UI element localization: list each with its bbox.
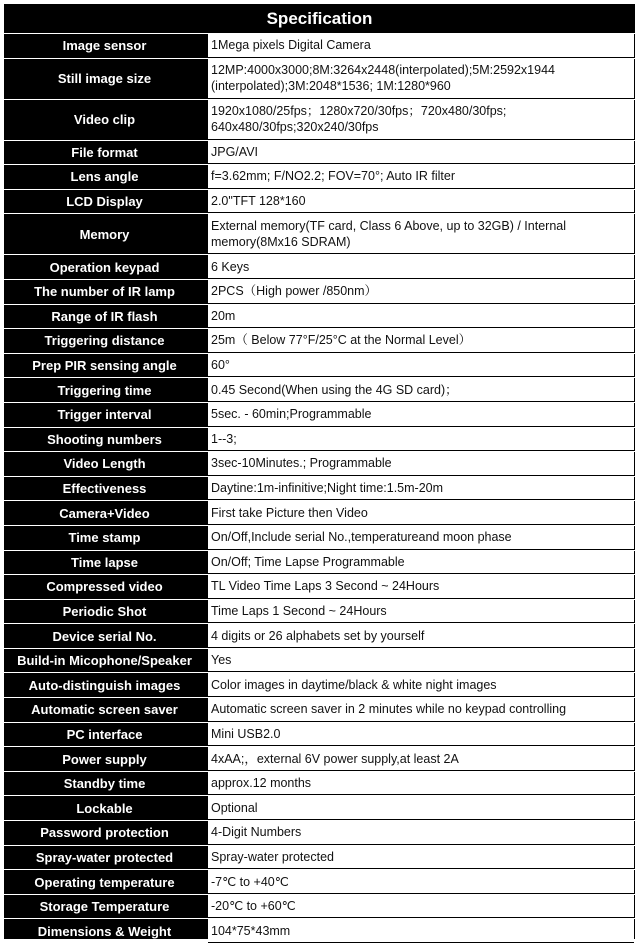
table-title: Specification — [266, 9, 373, 28]
spec-value: 2.0"TFT 128*160 — [208, 190, 634, 214]
spec-value: Optional — [208, 796, 634, 820]
table-row — [4, 623, 635, 648]
table-row — [4, 795, 635, 820]
spec-value: Daytine:1m-infinitive;Night time:1.5m-20m — [208, 477, 634, 501]
spec-label: Still image size — [57, 71, 152, 87]
table-row — [4, 869, 635, 894]
spec-value: 104*75*43mm — [208, 919, 634, 943]
spec-label: Time stamp — [68, 530, 141, 546]
spec-value: 1Mega pixels Digital Camera — [208, 34, 634, 58]
spec-value: First take Picture then Video — [208, 501, 634, 525]
spec-value: 2PCS（High power /850nm） — [208, 280, 634, 304]
spec-value: 4xAA;，external 6V power supply,at least 2A — [208, 747, 634, 771]
spec-label: Image sensor — [62, 38, 147, 54]
spec-label: Automatic screen saver — [31, 702, 178, 718]
table-row — [4, 476, 635, 501]
table-row — [4, 599, 635, 624]
table-row — [4, 279, 635, 304]
spec-value: 1--3; — [208, 428, 634, 452]
table-row — [4, 722, 635, 747]
spec-label: Video Length — [63, 456, 146, 472]
spec-value: On/Off,Include serial No.,temperatureand moon phase — [208, 526, 634, 550]
spec-value: Color images in daytime/black & white night images — [208, 673, 634, 697]
specification-table — [4, 4, 635, 939]
table-row — [4, 140, 635, 165]
spec-label: Shooting numbers — [47, 431, 162, 447]
spec-label: Spray-water protected — [35, 849, 174, 865]
spec-value: 0.45 Second(When using the 4G SD card)； — [208, 378, 634, 402]
spec-label: Triggering distance — [44, 333, 165, 349]
spec-label: Lens angle — [70, 169, 139, 185]
spec-label: Range of IR flash — [51, 308, 158, 324]
table-row — [4, 99, 635, 140]
table-row — [4, 500, 635, 525]
spec-label: File format — [71, 144, 138, 160]
spec-value: 12MP:4000x3000;8M:3264x2448(interpolated);5M:2592x1944 (interpolated);3M:2048*1536; 1M:1280*960 — [208, 59, 634, 99]
table-row — [4, 845, 635, 870]
table-row — [4, 820, 635, 845]
table-row — [4, 451, 635, 476]
spec-value: -7℃ to +40℃ — [208, 870, 634, 894]
spec-label: Lockable — [76, 800, 133, 816]
table-row — [4, 672, 635, 697]
table-row — [4, 894, 635, 919]
spec-label: Storage Temperature — [39, 899, 170, 915]
table-row — [4, 746, 635, 771]
spec-label: Device serial No. — [52, 628, 157, 644]
spec-value: On/Off; Time Lapse Programmable — [208, 551, 634, 575]
spec-label: Compressed video — [46, 579, 163, 595]
table-row — [4, 525, 635, 550]
spec-value: 5sec. - 60min;Programmable — [208, 403, 634, 427]
spec-label: PC interface — [66, 726, 143, 742]
table-row — [4, 648, 635, 673]
table-row — [4, 58, 635, 99]
table-row — [4, 33, 635, 58]
spec-label: Auto-distinguish images — [28, 677, 181, 693]
spec-label: Trigger interval — [57, 407, 152, 423]
spec-label: Triggering time — [57, 382, 152, 398]
spec-label: LCD Display — [66, 194, 143, 210]
spec-label: The number of IR lamp — [34, 284, 175, 300]
table-row — [4, 771, 635, 796]
spec-value: 4-Digit Numbers — [208, 821, 634, 845]
spec-label: Password protection — [40, 825, 169, 841]
spec-value: Spray-water protected — [208, 846, 634, 870]
table-row — [4, 353, 635, 378]
table-row — [4, 427, 635, 452]
spec-label: Periodic Shot — [62, 603, 147, 619]
spec-value: approx.12 months — [208, 772, 634, 796]
spec-value: 1920x1080/25fps；1280x720/30fps；720x480/30fps; 640x480/30fps;320x240/30fps — [208, 100, 634, 140]
table-row — [4, 574, 635, 599]
table-row — [4, 304, 635, 329]
spec-label: Power supply — [62, 751, 147, 767]
spec-value: JPG/AVI — [208, 141, 634, 165]
spec-value: 20m — [208, 305, 634, 329]
spec-value: -20℃ to +60℃ — [208, 895, 634, 919]
spec-label: Video clip — [73, 112, 136, 128]
table-row — [4, 189, 635, 214]
spec-label: Dimensions & Weight — [37, 923, 172, 939]
spec-value: Automatic screen saver in 2 minutes while no keypad controlling — [208, 698, 634, 722]
table-row — [4, 164, 635, 189]
spec-value: External memory(TF card, Class 6 Above, up to 32GB) / Internal memory(8Mx16 SDRAM) — [208, 214, 634, 254]
table-row — [4, 550, 635, 575]
spec-value: Mini USB2.0 — [208, 723, 634, 747]
spec-label: Time lapse — [71, 554, 138, 570]
spec-value: 3sec-10Minutes.; Programmable — [208, 452, 634, 476]
spec-label: Effectiveness — [62, 481, 147, 497]
table-row — [4, 213, 635, 254]
spec-value: 60° — [208, 354, 634, 378]
spec-label: Prep PIR sensing angle — [32, 358, 177, 374]
table-row — [4, 402, 635, 427]
table-row — [4, 377, 635, 402]
spec-label: Standby time — [63, 776, 146, 792]
spec-value: 4 digits or 26 alphabets set by yourself — [208, 624, 634, 648]
spec-value: Yes — [208, 649, 634, 673]
spec-value: f=3.62mm; F/NO2.2; FOV=70°; Auto IR filter — [208, 165, 634, 189]
spec-label: Operating temperature — [34, 874, 175, 890]
table-row — [4, 328, 635, 353]
spec-value: TL Video Time Laps 3 Second ~ 24Hours — [208, 575, 634, 599]
spec-label: Memory — [79, 226, 130, 242]
table-row — [4, 918, 635, 943]
table-row — [4, 697, 635, 722]
spec-label: Operation keypad — [49, 259, 160, 275]
spec-value: 25m（ Below 77°F/25°C at the Normal Level） — [208, 329, 634, 353]
spec-rows — [4, 33, 635, 943]
spec-value: 6 Keys — [208, 255, 634, 279]
spec-label: Camera+Video — [59, 505, 150, 521]
spec-label: Build-in Micophone/Speaker — [17, 653, 192, 669]
spec-value: Time Laps 1 Second ~ 24Hours — [208, 600, 634, 624]
table-row — [4, 254, 635, 279]
